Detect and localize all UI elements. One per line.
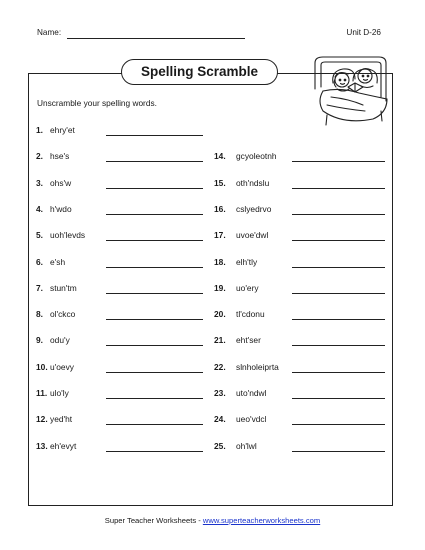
word-item — [214, 388, 394, 400]
answer-line[interactable] — [106, 424, 203, 425]
scrambled-word: cslyedrvo — [236, 203, 272, 214]
word-item — [214, 257, 394, 269]
scrambled-word: e'sh — [50, 256, 66, 267]
scrambled-word: uvoe'dwl — [236, 230, 269, 241]
word-number: 18. — [214, 256, 226, 267]
word-item — [214, 441, 394, 453]
unit-label: Unit D-26 — [346, 28, 381, 37]
answer-line[interactable] — [292, 267, 385, 268]
word-number: 5. — [36, 230, 43, 241]
word-item — [36, 362, 216, 374]
scrambled-word: ueo'vdcl — [236, 414, 267, 425]
word-number: 17. — [214, 230, 226, 241]
answer-line[interactable] — [292, 319, 385, 320]
word-item — [214, 309, 394, 321]
footer-text: Super Teacher Worksheets - — [104, 516, 203, 525]
answer-line[interactable] — [106, 372, 203, 373]
word-number: 23. — [214, 388, 226, 398]
name-answer-line — [67, 38, 245, 39]
word-number: 22. — [214, 361, 226, 372]
children-reading-in-bed-illustration — [293, 53, 393, 131]
answer-line[interactable] — [106, 293, 203, 294]
answer-line[interactable] — [106, 451, 203, 452]
word-item — [36, 388, 216, 400]
word-number: 7. — [36, 282, 43, 293]
scrambled-word: gcyoleotnh — [236, 151, 277, 162]
word-number: 1. — [36, 125, 43, 135]
word-item — [36, 151, 216, 163]
answer-line[interactable] — [106, 214, 203, 215]
word-item — [214, 335, 394, 347]
answer-line[interactable] — [106, 398, 203, 399]
scrambled-word: h'wdo — [50, 203, 72, 214]
answer-line[interactable] — [292, 345, 385, 346]
answer-line[interactable] — [106, 345, 203, 346]
answer-line[interactable] — [292, 240, 385, 241]
answer-line[interactable] — [292, 424, 385, 425]
answer-line[interactable] — [292, 161, 385, 162]
word-number: 10. — [36, 361, 48, 372]
scrambled-word: uto'ndwl — [236, 388, 267, 398]
word-number: 8. — [36, 309, 43, 320]
worksheet-header — [37, 28, 381, 42]
scrambled-word: stun'tm — [50, 282, 77, 293]
word-item — [36, 441, 216, 453]
scrambled-word: slnholeiprta — [236, 361, 279, 372]
word-item — [36, 309, 216, 321]
answer-line[interactable] — [106, 240, 203, 241]
word-item — [214, 151, 394, 163]
scrambled-word: uo'ery — [236, 282, 259, 293]
answer-line[interactable] — [106, 267, 203, 268]
instructions: Unscramble your spelling words. — [37, 98, 157, 108]
word-number: 20. — [214, 309, 226, 320]
word-item — [36, 204, 216, 216]
word-number: 25. — [214, 440, 226, 451]
name-label: Name: — [37, 28, 62, 37]
answer-line[interactable] — [292, 451, 385, 452]
word-item — [214, 230, 394, 242]
footer — [0, 516, 425, 525]
word-item — [214, 362, 394, 374]
scrambled-word: ol'ckco — [50, 309, 76, 320]
word-number: 2. — [36, 151, 43, 162]
answer-line[interactable] — [292, 398, 385, 399]
answer-line[interactable] — [106, 319, 203, 320]
scrambled-word: eht'ser — [236, 335, 261, 346]
answer-line[interactable] — [106, 188, 203, 189]
word-number: 9. — [36, 335, 43, 346]
scrambled-word: elh'tly — [236, 256, 258, 267]
scrambled-word: yed'ht — [50, 414, 73, 425]
word-item — [36, 257, 216, 269]
word-item — [36, 125, 216, 137]
word-number: 15. — [214, 177, 226, 188]
word-number: 11. — [36, 388, 48, 398]
answer-line[interactable] — [292, 293, 385, 294]
word-item — [214, 178, 394, 190]
word-item — [36, 335, 216, 347]
answer-line[interactable] — [106, 135, 203, 136]
answer-line[interactable] — [292, 188, 385, 189]
page-title: Spelling Scramble — [140, 64, 259, 79]
scrambled-word: tl'cdonu — [236, 309, 265, 320]
word-number: 12. — [36, 414, 48, 425]
word-item — [214, 204, 394, 216]
answer-line[interactable] — [292, 372, 385, 373]
answer-line[interactable] — [106, 161, 203, 162]
word-number: 14. — [214, 151, 226, 162]
scrambled-word: hse's — [50, 151, 70, 162]
footer-link[interactable]: www.superteacherworksheets.com — [202, 516, 321, 525]
word-number: 6. — [36, 256, 43, 267]
word-number: 4. — [36, 203, 43, 214]
word-item — [36, 414, 216, 426]
word-item — [214, 414, 394, 426]
scrambled-word: u'oevy — [50, 361, 74, 372]
word-number: 3. — [36, 177, 43, 188]
answer-line[interactable] — [292, 214, 385, 215]
word-number: 16. — [214, 203, 226, 214]
scrambled-word: oh'lwl — [236, 440, 257, 451]
word-item — [36, 178, 216, 190]
word-item — [214, 283, 394, 295]
word-number: 19. — [214, 282, 226, 293]
word-item — [36, 283, 216, 295]
scrambled-word: uoh'levds — [50, 230, 86, 241]
word-number: 21. — [214, 335, 226, 346]
word-item — [36, 230, 216, 242]
scrambled-word: ehry'et — [50, 125, 75, 135]
scrambled-word: eh'evyt — [50, 440, 77, 451]
word-number: 24. — [214, 414, 226, 425]
scrambled-word: odu'y — [50, 335, 70, 346]
title-banner — [121, 59, 278, 85]
word-number: 13. — [36, 440, 48, 451]
scrambled-word: ulo'ly — [50, 388, 69, 398]
scrambled-word: ohs'w — [50, 177, 72, 188]
scrambled-word: oth'ndslu — [236, 177, 270, 188]
